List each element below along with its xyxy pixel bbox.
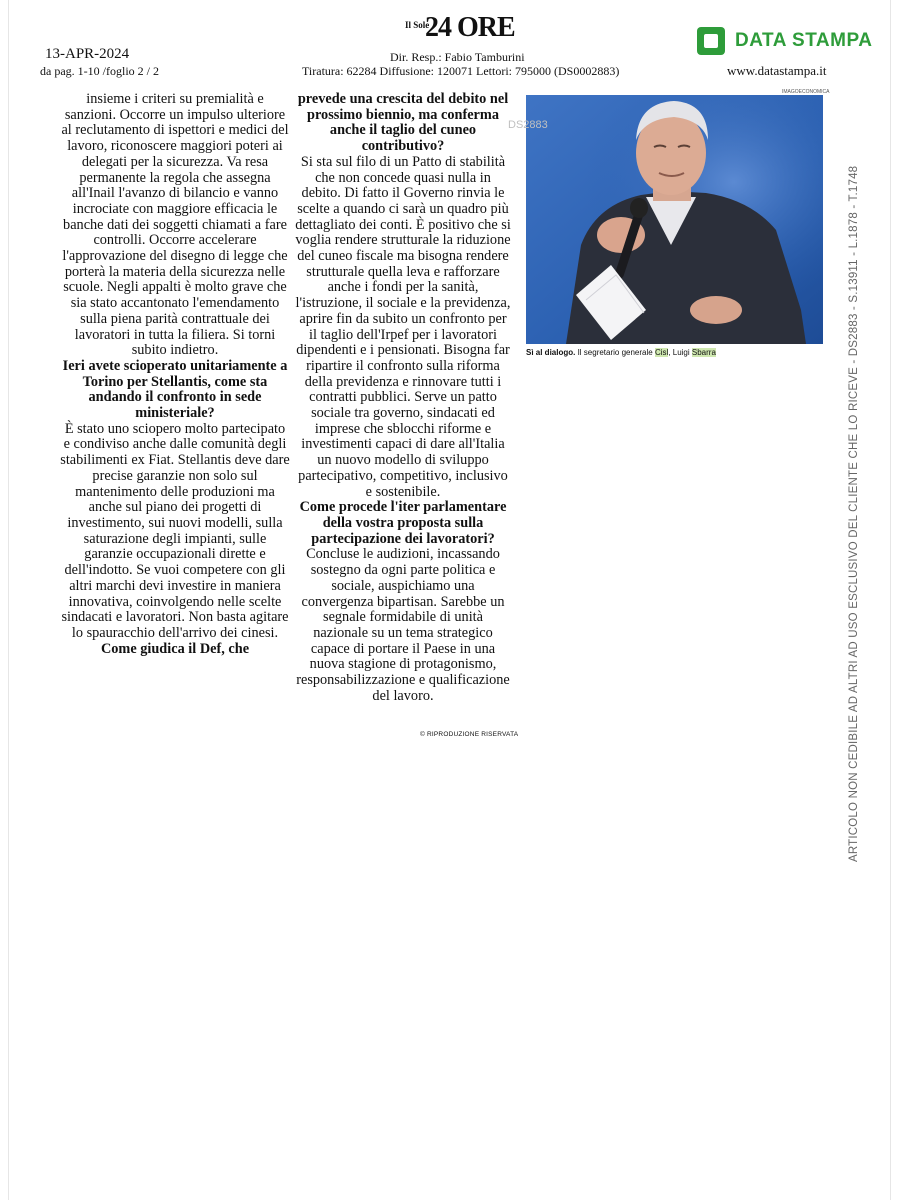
article-column-2 (295, 92, 511, 704)
datastampa-logo (697, 27, 872, 55)
photo-caption (526, 348, 716, 357)
interview-answer: Concluse le audizioni, incassando sostegno da ogni parte politica e sociale, auspichiamo una convergenza bipartisan. Sarebbe un segnale formidabile di unità nazionale su un tema strategico capace di portare il Paese in una nuova stagione di protagonismo, responsabilizzazione e qualificazione del lavoro. (296, 546, 510, 704)
caption-sep: , Luigi (668, 348, 692, 357)
caption-name: Sbarra (691, 348, 716, 357)
director-line: Dir. Resp.: Fabio Tamburini (390, 50, 525, 64)
interview-answer: Si sta sul filo di un Patto di stabilità che non concede quasi nulla in debito. Di fatto il Governo rinvia le scelte a quando ci sarà un quadro più dettagliato dei conti. È positivo che si voglia rendere strutturale la riduzione del cuneo fiscale ma bisogna rendere strutturale quella leva e rafforzare anche i fondi per la sanità, l'istruzione, il sociale e la previdenza, aprire fin da subito un confronto per il taglio dell'Irpef per i lavoratori dipendenti e i pensionati. Bisogna far ripartire il confronto sulla riforma della previdenza e rinnovare tutti i contratti pubblici. Serve un patto sociale tra governo, sindacati ed imprese che sblocchi riforme e investimenti capaci di dare all'Italia un nuovo modello di sviluppo partecipativo, competitivo, inclusivo e sostenibile. (295, 153, 511, 500)
interview-question: Come giudica il Def, che (100, 640, 250, 657)
circulation-line: Tiratura: 62284 Diffusione: 120071 Lettori: 795000 (DS0002883) (302, 64, 620, 78)
caption-org: Cisl (654, 348, 669, 357)
datastampa-url: www.datastampa.it (727, 63, 827, 78)
article-column-1 (60, 92, 290, 657)
interview-question: Come procede l'iter parlamentare della vostra proposta sulla partecipazione dei lavoratori? (299, 499, 507, 547)
interview-answer: È stato uno sciopero molto partecipato e condiviso anche dalle comunità degli stabilimenti ex Fiat. Stellantis deve dare precise garanzie non solo sul mantenimento delle produzioni ma anche sul piano dei progetti di investimento, sui nuovi modelli, sulla saturazione degli impianti, sulle garanzie occupazionali dirette e dell'indotto. Se vuoi competere con gli altri marchi devi investire in maniera innovativa, coinvolgendo nelle scelte sindacati e lavoratori. Non basta agitare lo spauracchio dell'arrivo dei cinesi. (60, 420, 290, 641)
interview-question: Ieri avete scioperato unitariamente a Torino per Stellantis, come sta andando il confronto in sede ministeriale? (62, 357, 288, 422)
usage-notice: ARTICOLO NON CEDIBILE AD ALTRI AD USO ESCLUSIVO DEL CLIENTE CHE LO RICEVE - DS2883 - S.13911 - L.1878 - T.1748 (848, 165, 860, 862)
datastampa-logo-icon (697, 27, 725, 55)
article-photo (526, 95, 823, 344)
watermark-code: DS2883 (508, 119, 548, 131)
interview-answer: insieme i criteri su premialità e sanzioni. Occorre un impulso ulteriore al reclutamento di ispettori e medici del lavoro, riconoscere maggiori poteri ai delegati per la sicurezza. Va resa permanente la regola che assegna all'Inail l'avanzo di bilancio e vanno incrociate con maggiore efficacia le banche dati dei soggetti chiamati a fare controlli. Occorre accelerare l'approvazione del disegno di legge che porterà la materia della sicurezza nelle scuole. Negli appalti è molto grave che sia stato accantonato l'emendamento sulla piena parità contrattuale dei lavoratori in tutta la filiera. Si torni subito indietro. (61, 91, 289, 359)
interview-question: prevede una crescita del debito nel prossimo biennio, ma conferma anche il taglio del cuneo contributivo? (297, 91, 509, 155)
datastampa-logo-text: DATA STAMPA (735, 30, 873, 51)
reproduction-notice: © RIPRODUZIONE RISERVATA (420, 731, 519, 738)
masthead-title: 24 ORE (425, 12, 515, 43)
photo-credit: IMAGOECONOMICA (782, 89, 830, 95)
article-date: 13-APR-2024 (45, 46, 130, 62)
caption-title: Sì al dialogo. (526, 348, 576, 357)
caption-text: Il segretario generale (575, 348, 655, 357)
portrait-illustration (526, 95, 823, 344)
page-info: da pag. 1-10 /foglio 2 / 2 (40, 64, 159, 78)
masthead-small: Il Sole (405, 20, 430, 30)
